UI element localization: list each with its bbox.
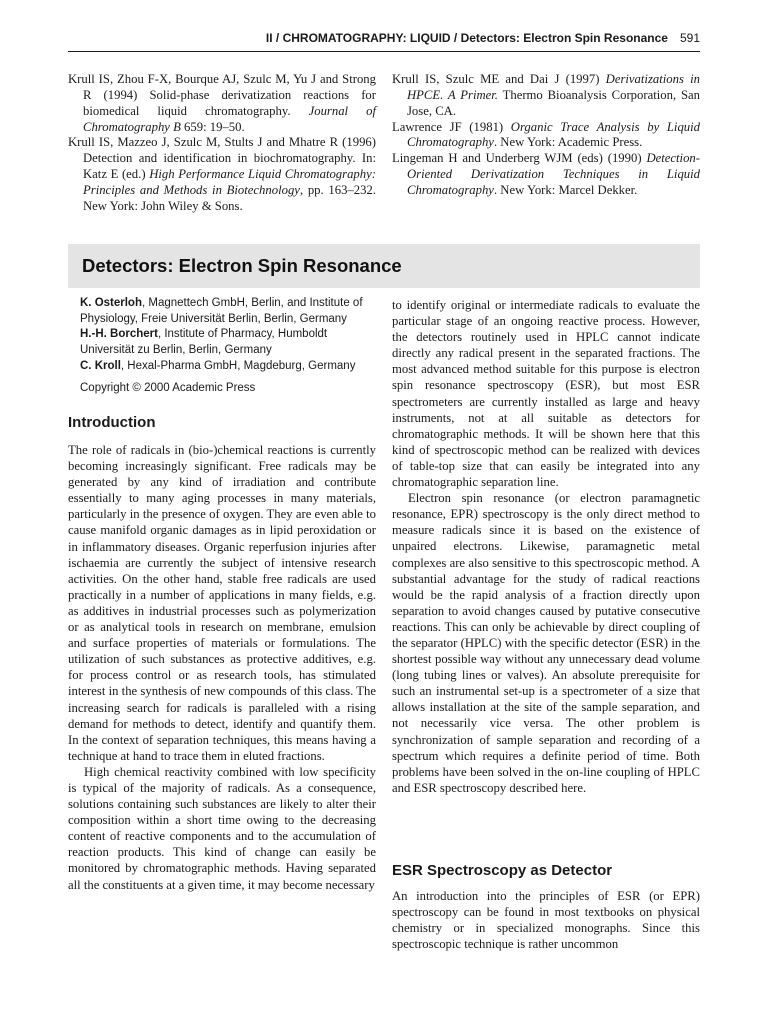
author-affiliation: , Magnettech GmbH, Berlin, and Institute of Physiology, Freie Universität Berlin, Berlin, Germany: [80, 297, 363, 325]
paragraph: to identify original or intermediate radicals to evaluate the particular stage of an ongoing reactive process. However, the detectors routinely used in HPLC cannot indicate directly any radical present in the separated fractions. The most advanced method suitable for this purpose is electron spin resonance spectroscopy (ESR), but most ESR spectrometers are currently installed as large and heavy instruments, not at all suitable as detectors for chromatographic methods. It will be shown here that this kind of spectroscopic method can be realized with devices of table-top size that can easily be integrated into any chromatographic separation line.: [392, 298, 700, 490]
paragraph: Electron spin resonance (or electron paramagnetic resonance, EPR) spectroscopy is the only direct method to measure radicals since it is based on the existence of unpaired electrons. Likewise, paramagnetic metal complexes are also sensitive to this spectroscopic method. A substantial advantage for the study of radical reactions would be the rapid analysis of a fraction directly upon separation to avoid changes caused by putative consecutive reactions. This can only be achievable by direct coupling of the separator (HPLC) with the specific detector (ESR) in the shortest possible way without any unnecessary dead volume (long tubing lines or valves). An absolute prerequisite for such an instrumental set-up is a spectrometer of a size that allows installation at the site of the sample separation, and not necessarily vice versa. The other problem is synchronization of sample separation and recording of a spectrum which requires a definite period of time. Both problems have been solved in the on-line coupling of HPLC and ESR spectroscopy described here.: [392, 491, 700, 795]
reference-item: [68, 72, 376, 135]
header-rule: [68, 51, 700, 52]
reference-item: [68, 135, 376, 214]
ref-text: Krull IS, Mazzeo J, Szulc M, Stults J and Mhatre R (1996) Detection and identification in biochromatography. In: Katz E (ed.) High Performance Liquid Chromatography: Principles and Methods in Biotechnology, pp. 163–232. New York: John Wiley & Sons.: [68, 135, 376, 213]
paragraph: The role of radicals in (bio-)chemical reactions is currently becoming increasingly significant. Free radicals may be generated by any kind of irradiation and contribute essentially to many aging processes in many materials, particularly in the presence of oxygen. They are even able to cause manifold organic damages as in lipid peroxidation or in inflammatory diseases. Organic reperfusion injuries after ischaemia are currently the subject of intensive research activities. On the other hand, stable free radicals are used practically in a number of applications in many fields, e.g. as additives in industrial processes such as polymerization or as analytical tools in research on membrane, emulsion and surface properties of materials or formulations. The utilization of such substances as protective additives, e.g. for process control or as research tools, has stimulated interest in the synthesis of new compounds of this class. The increasing search for radicals is paralleled with a rising demand for methods to detect, identify and quantify them. In the context of separation techniques, this means having a technique at hand to trace them in eluted fractions.: [68, 443, 376, 763]
introduction-heading: Introduction: [68, 414, 156, 431]
author-name: C. Kroll: [80, 359, 121, 372]
running-head: [68, 31, 700, 45]
introduction-body: [68, 442, 376, 893]
esr-spectroscopy-body: [392, 888, 700, 952]
author-name: K. Osterloh: [80, 297, 142, 309]
author-affiliation: , Hexal-Pharma GmbH, Magdeburg, Germany: [120, 359, 356, 372]
references-right: [392, 72, 700, 199]
right-column-body: [392, 297, 700, 796]
paragraph: An introduction into the principles of ESR (or EPR) spectroscopy can be found in most textbooks on physical chemistry or in specialized monographs. Since this spectroscopic technique is rather uncommon: [392, 889, 700, 952]
author-entry: [80, 327, 380, 358]
author-name: H.-H. Borchert: [80, 328, 158, 341]
author-entry: [80, 296, 380, 327]
article-title-banner: [68, 244, 700, 288]
reference-item: [392, 72, 700, 120]
article-title: Detectors: Electron Spin Resonance: [82, 255, 402, 276]
esr-spectroscopy-heading: ESR Spectroscopy as Detector: [392, 862, 613, 879]
paragraph: High chemical reactivity combined with low specificity is typical of the majority of radicals. As a consequence, solutions containing such substances are likely to alter their composition within a short time owing to the decreasing content of reactive components and to the accumulation of reaction products. This kind of change can easily be monitored by chromatographic methods. Having separated all the constituents at a given time, it may become necessary: [68, 764, 376, 892]
author-entry: [80, 359, 380, 375]
author-affiliation: , Institute of Pharmacy, Humboldt Universität zu Berlin, Berlin, Germany: [80, 328, 328, 357]
author-block: [80, 296, 380, 396]
reference-item: [392, 151, 700, 199]
ref-text: Krull IS, Zhou F-X, Bourque AJ, Szulc M, Yu J and Strong R (1994) Solid-phase derivatization reactions for biomedical liquid chromatography. Journal of Chromatography B 659: 19–50.: [68, 72, 376, 134]
running-head-section: II / CHROMATOGRAPHY: LIQUID / Detectors: Electron Spin Resonance: [265, 31, 668, 45]
page-number: 591: [679, 31, 700, 45]
ref-text: Lingeman H and Underberg WJM (eds) (1990) Detection-Oriented Derivatization Techniques in Liquid Chromatography. New York: Marcel Dekker.: [392, 151, 700, 197]
copyright: Copyright © 2000 Academic Press: [80, 381, 256, 394]
ref-text: Lawrence JF (1981) Organic Trace Analysis by Liquid Chromatography. New York: Academic Press.: [392, 119, 701, 150]
references-left: [68, 72, 376, 215]
ref-text: Krull IS, Szulc ME and Dai J (1997) Derivatizations in HPCE. A Primer. Thermo Bioanalysis Corporation, San Jose, CA.: [392, 72, 701, 118]
reference-item: [392, 120, 700, 152]
